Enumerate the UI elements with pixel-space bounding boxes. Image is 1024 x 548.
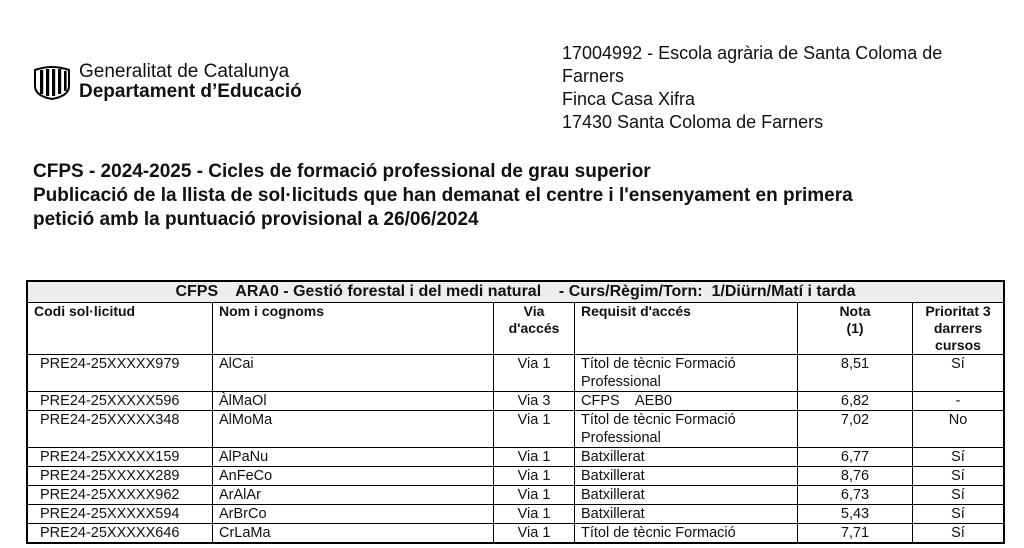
table-caption: CFPS ARA0 - Gestió forestal i del medi natural - Curs/Règim/Torn: 1/Diürn/Matí i tarda	[26, 280, 1005, 302]
school-line: 17430 Santa Coloma de Farners	[562, 112, 824, 132]
cell-prio: Sí	[913, 448, 1005, 467]
cell-req: CFPS AEB0	[575, 392, 798, 411]
table-row	[27, 355, 1004, 392]
cell-via: Via 1	[494, 505, 575, 524]
cell-req: Títol de tècnic Formació	[575, 524, 798, 544]
cell-nota: 6,82	[798, 392, 913, 411]
col-name-header: Nom i cognoms	[213, 303, 494, 355]
cell-prio: -	[913, 392, 1005, 411]
cell-name: ArBrCo	[213, 505, 494, 524]
cell-req: Títol de tècnic Formació Professional	[575, 411, 798, 448]
table-row	[27, 392, 1004, 411]
cell-name: CrLaMa	[213, 524, 494, 544]
cell-name: AnFeCo	[213, 467, 494, 486]
table-row	[27, 505, 1004, 524]
cell-nota: 7,71	[798, 524, 913, 544]
cell-prio: Sí	[913, 505, 1005, 524]
col-via-header	[494, 303, 575, 355]
cell-nota: 6,73	[798, 486, 913, 505]
cell-via: Via 1	[494, 448, 575, 467]
cell-prio: Sí	[913, 467, 1005, 486]
applications-table	[26, 280, 1005, 544]
cell-via: Via 1	[494, 524, 575, 544]
col-nota-header-l1: Nota	[839, 303, 871, 319]
cell-req: Batxillerat	[575, 505, 798, 524]
col-via-header-l1: Via	[523, 303, 545, 319]
cell-req: Títol de tècnic Formació Professional	[575, 355, 798, 392]
cell-code: PRE24-25XXXXX594	[27, 505, 213, 524]
generalitat-emblem-icon	[33, 64, 71, 100]
col-req-header: Requisit d'accés	[575, 303, 798, 355]
table-header-row	[27, 303, 1004, 355]
col-prio-header-l3: cursos	[935, 337, 981, 353]
cell-name: ArAlAr	[213, 486, 494, 505]
table-row	[27, 411, 1004, 448]
school-address	[562, 42, 1002, 134]
cell-name: AlMoMa	[213, 411, 494, 448]
title-line: Publicació de la llista de sol·licituds que han demanat el centre i l'ensenyament en primera	[33, 185, 853, 206]
cell-code: PRE24-25XXXXX979	[27, 355, 213, 392]
cell-name: AlCai	[213, 355, 494, 392]
cell-prio: No	[913, 411, 1005, 448]
table-row	[27, 486, 1004, 505]
cell-req: Batxillerat	[575, 448, 798, 467]
cell-req: Batxillerat	[575, 467, 798, 486]
title-line: petició amb la puntuació provisional a 26/06/2024	[33, 209, 479, 230]
cell-nota: 7,02	[798, 411, 913, 448]
col-prio-header-l1: Prioritat 3	[925, 303, 991, 319]
table-row	[27, 448, 1004, 467]
cell-name: ÀlMaOl	[213, 392, 494, 411]
table-row	[27, 467, 1004, 486]
school-line: Finca Casa Xifra	[562, 89, 696, 109]
cell-nota: 8,76	[798, 467, 913, 486]
cell-code: PRE24-25XXXXX159	[27, 448, 213, 467]
table-row	[27, 524, 1004, 544]
cell-via: Via 1	[494, 467, 575, 486]
col-code-header: Codi sol·licitud	[27, 303, 213, 355]
cell-prio: Sí	[913, 486, 1005, 505]
cell-code: PRE24-25XXXXX962	[27, 486, 213, 505]
school-line: 17004992 - Escola agrària de Santa Coloma de	[562, 43, 943, 63]
cell-via: Via 1	[494, 486, 575, 505]
col-nota-header-l2: (1)	[846, 320, 864, 336]
org-name: Generalitat de Catalunya	[79, 61, 290, 82]
school-line: Farners	[562, 66, 625, 86]
cell-code: PRE24-25XXXXX596	[27, 392, 213, 411]
col-nota-header	[798, 303, 913, 355]
cell-req: Batxillerat	[575, 486, 798, 505]
generalitat-logo	[33, 62, 302, 102]
cell-code: PRE24-25XXXXX348	[27, 411, 213, 448]
document-title	[33, 160, 993, 232]
col-via-header-l2: d'accés	[508, 320, 560, 336]
cell-nota: 6,77	[798, 448, 913, 467]
cell-nota: 8,51	[798, 355, 913, 392]
cell-code: PRE24-25XXXXX289	[27, 467, 213, 486]
cell-prio: Sí	[913, 524, 1005, 544]
cell-nota: 5,43	[798, 505, 913, 524]
department-name: Departament d’Educació	[79, 81, 302, 102]
col-prio-header	[913, 303, 1005, 355]
cell-prio: Sí	[913, 355, 1005, 392]
cell-code: PRE24-25XXXXX646	[27, 524, 213, 544]
cell-via: Via 1	[494, 355, 575, 392]
cell-name: AlPaNu	[213, 448, 494, 467]
title-line: CFPS - 2024-2025 - Cicles de formació professional de grau superior	[33, 161, 651, 182]
cell-via: Via 3	[494, 392, 575, 411]
col-prio-header-l2: darrers	[933, 320, 983, 336]
cell-via: Via 1	[494, 411, 575, 448]
